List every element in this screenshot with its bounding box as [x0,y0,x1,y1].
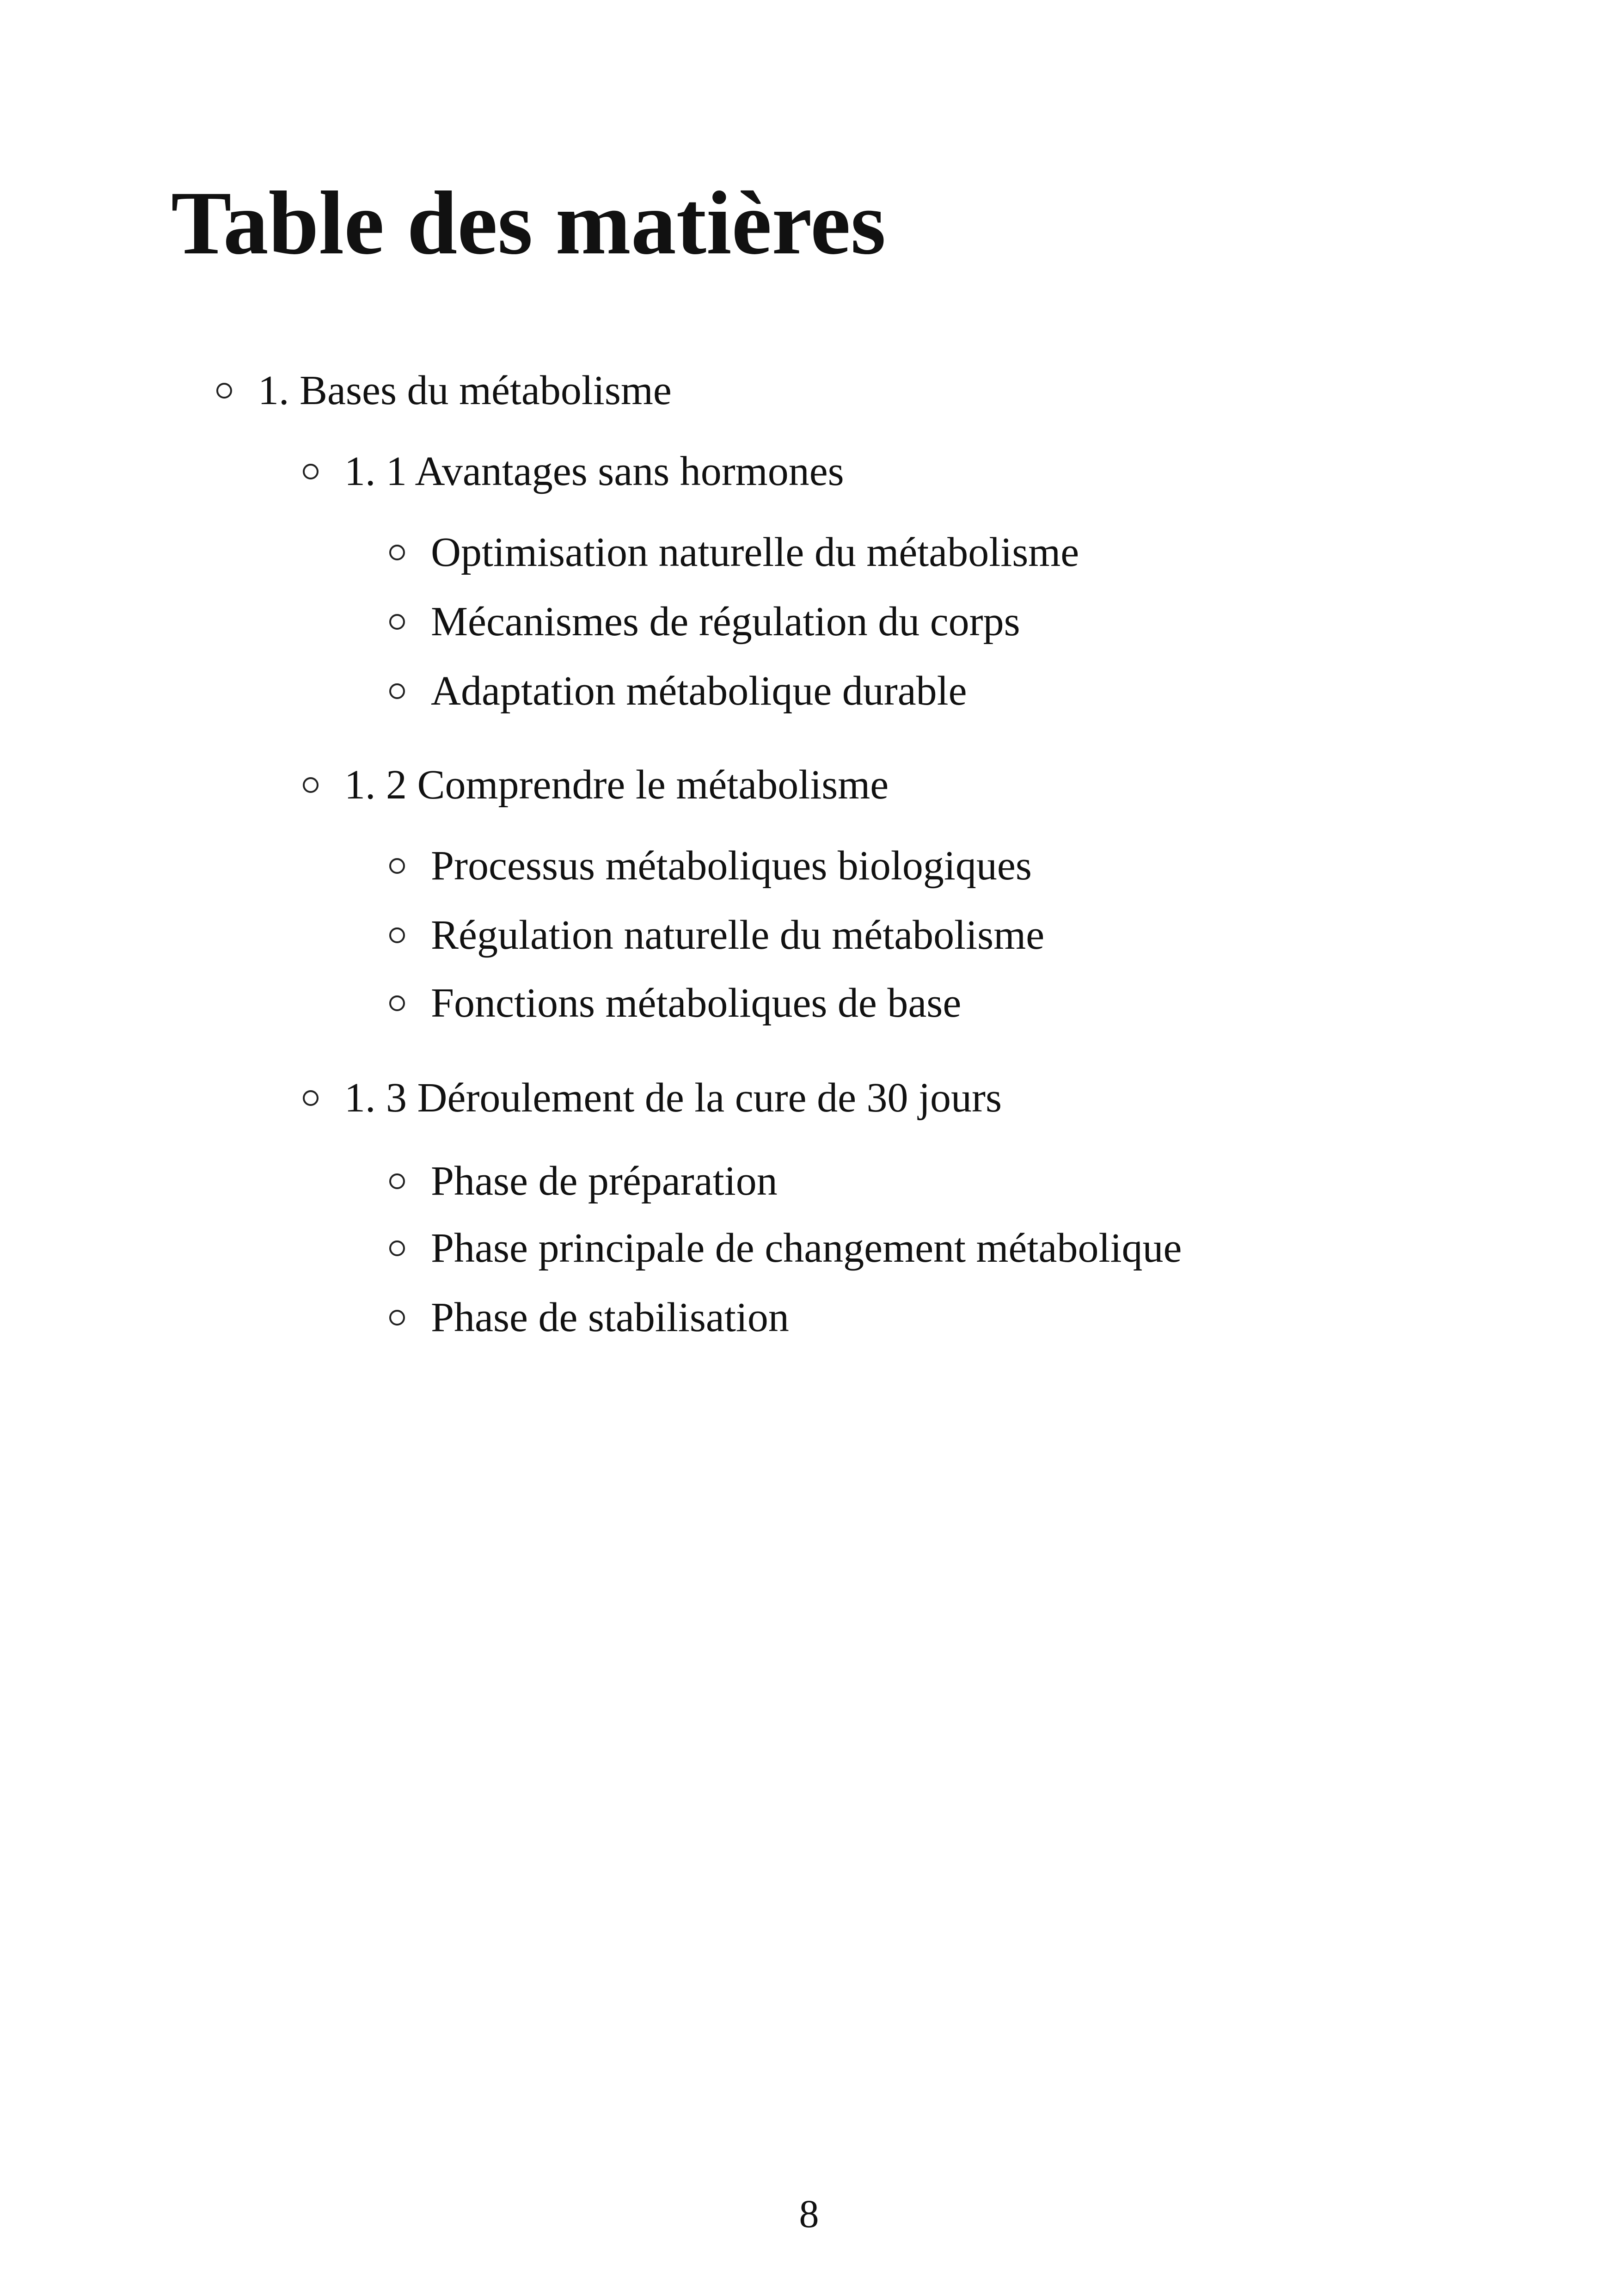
toc-item[interactable] [389,601,1020,643]
toc-item-label: Régulation naturelle du métabolisme [431,912,1045,958]
toc-item-label: Phase de préparation [431,1158,778,1204]
toc-section-1-3[interactable] [303,1077,1002,1119]
toc-section-label: 1. 2 Comprendre le métabolisme [344,762,889,808]
toc-section-label: 1. 1 Avantages sans hormones [344,448,844,494]
toc-item-label: Fonctions métaboliques de base [431,980,962,1026]
circle-bullet-icon [303,777,319,793]
toc-item-label: Adaptation métabolique durable [431,668,967,714]
toc-item[interactable] [389,1160,778,1202]
page-title: Table des matières [171,173,886,273]
toc-item-label: Mécanismes de régulation du corps [431,599,1020,645]
circle-bullet-icon [389,683,405,699]
toc-section-label: 1. 3 Déroulement de la cure de 30 jours [344,1075,1002,1121]
circle-bullet-icon [389,1310,405,1326]
circle-bullet-icon [389,927,405,943]
toc-item[interactable] [389,912,1045,958]
toc-item[interactable] [389,670,967,712]
circle-bullet-icon [389,858,405,874]
toc-item[interactable] [389,982,961,1024]
toc-section-1-2[interactable] [303,764,889,806]
circle-bullet-icon [389,545,405,560]
toc-item-label: Optimisation naturelle du métabolisme [431,529,1079,575]
toc-section-1-1[interactable] [303,448,844,494]
page-number: 8 [799,2192,819,2236]
toc-item-label: Phase de stabilisation [431,1295,789,1340]
toc-item[interactable] [389,529,1079,575]
toc-chapter-label: 1. Bases du métabolisme [258,368,672,413]
toc-chapter-1[interactable] [216,370,672,411]
toc-item[interactable] [389,845,1032,887]
circle-bullet-icon [216,383,232,399]
circle-bullet-icon [389,1173,405,1189]
circle-bullet-icon [389,1240,405,1256]
toc-item-label: Processus métaboliques biologiques [431,843,1032,889]
circle-bullet-icon [303,1090,319,1106]
toc-item[interactable] [389,1225,1182,1271]
circle-bullet-icon [303,464,319,479]
toc-item-label: Phase principale de changement métabolique [431,1225,1182,1271]
toc-item[interactable] [389,1297,789,1338]
circle-bullet-icon [389,614,405,630]
circle-bullet-icon [389,995,405,1011]
